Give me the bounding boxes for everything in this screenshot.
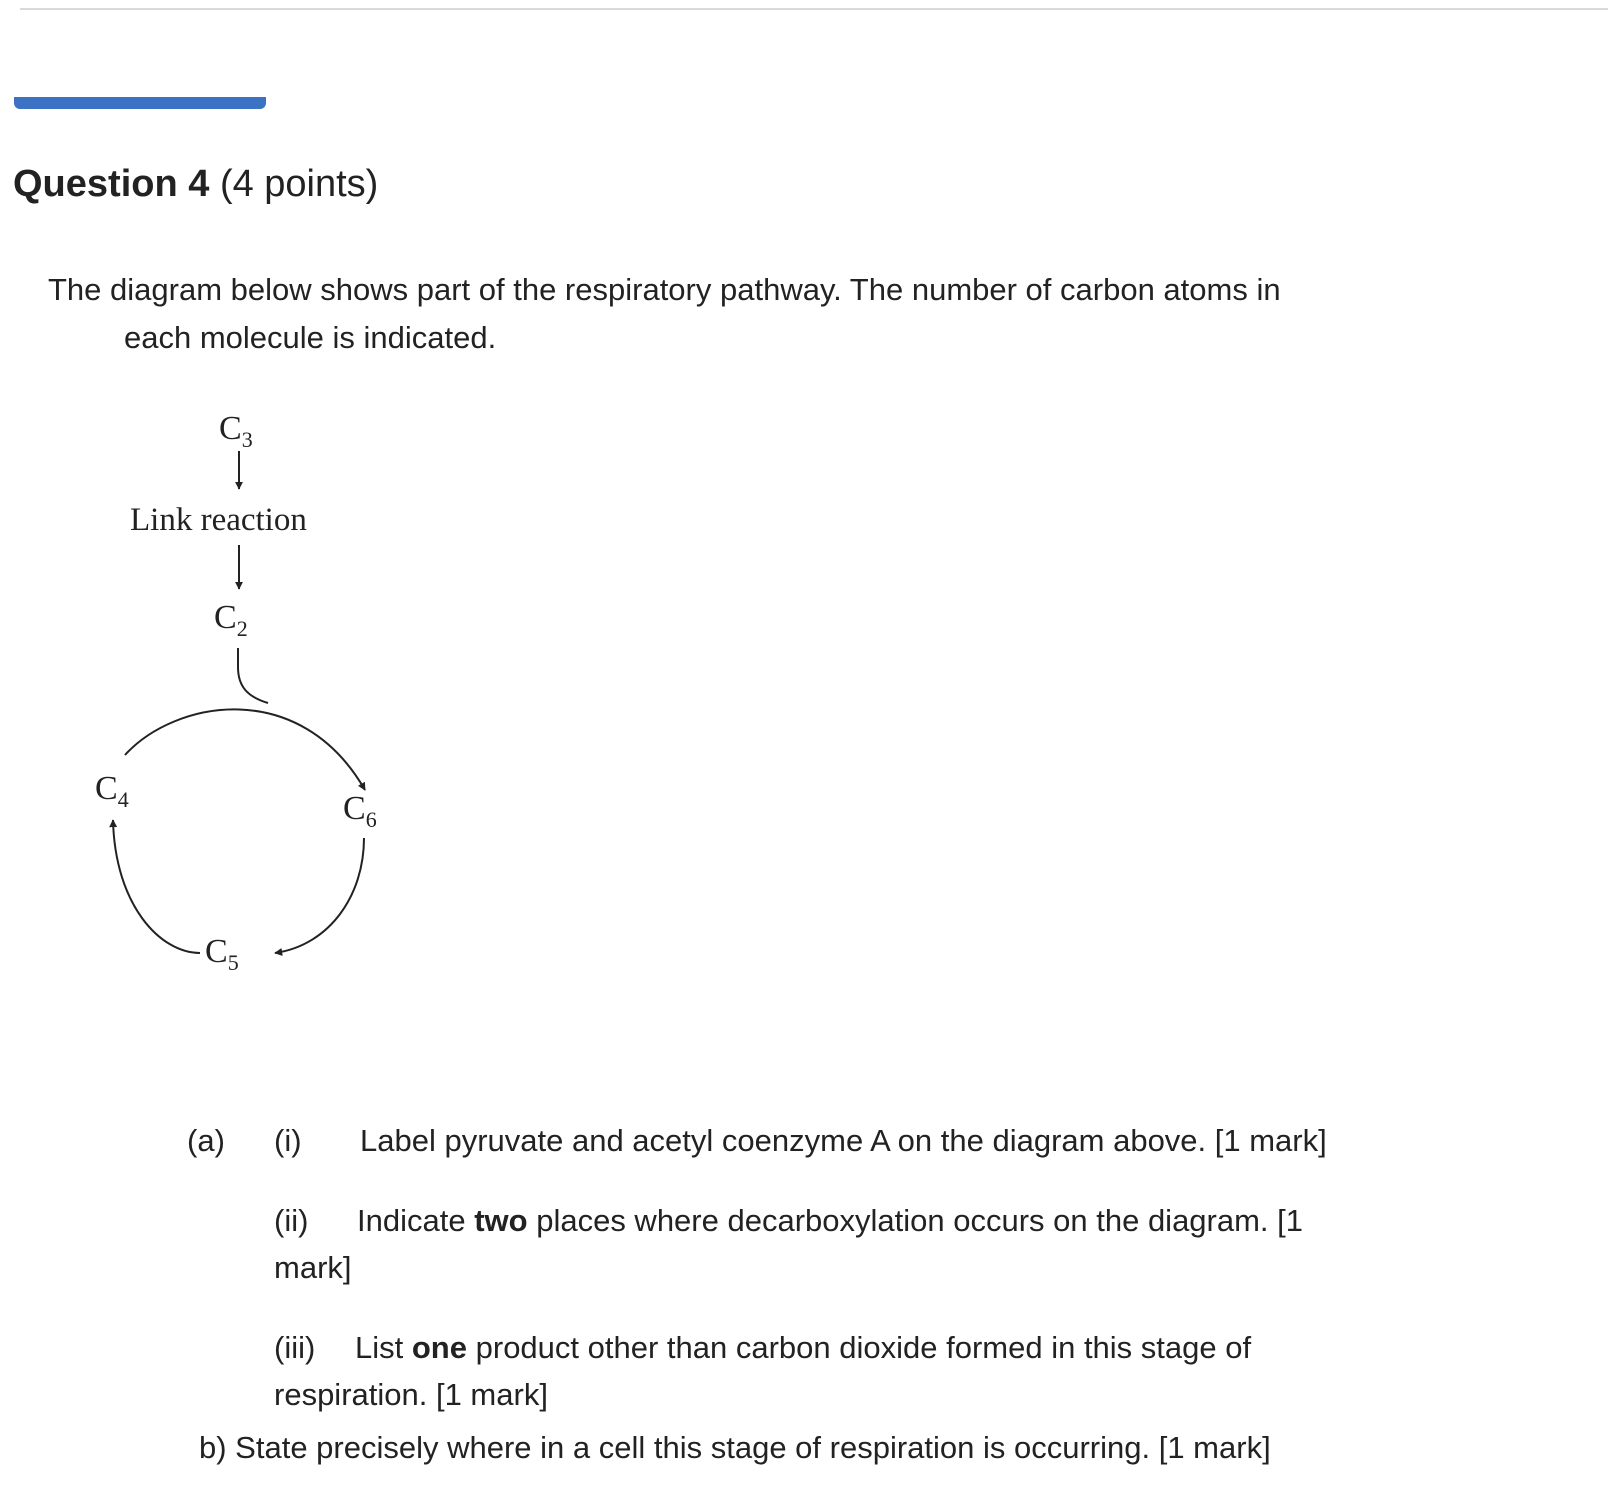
link-reaction-label: Link reaction xyxy=(130,502,307,538)
question-intro xyxy=(48,266,1448,362)
molecule-c6: $C_6$ xyxy=(343,790,377,832)
part-a-label: (a) xyxy=(187,1123,225,1158)
diagram-svg xyxy=(80,405,420,1005)
c2-entry-line xyxy=(238,648,268,703)
part-a-ii-before: Indicate xyxy=(357,1203,466,1238)
intro-line-2: each molecule is indicated. xyxy=(124,320,497,355)
part-b-text: b) State precisely where in a cell this stage of respiration is occurring. [1 mark] xyxy=(199,1430,1271,1465)
arc-c4-to-c6 xyxy=(125,709,365,790)
part-a-iii-text xyxy=(355,1324,1251,1372)
molecule-c4: $C_4$ xyxy=(95,770,129,812)
arc-c5-to-c4 xyxy=(113,820,200,953)
part-a-ii-after: places where decarboxylation occurs on the diagram. [1 xyxy=(536,1203,1304,1238)
question-heading xyxy=(13,160,378,208)
part-a-ii-number: (ii) xyxy=(274,1203,309,1238)
part-a-ii-text xyxy=(357,1197,1303,1245)
intro-line-1: The diagram below shows part of the respiratory pathway. The number of carbon atoms in xyxy=(48,272,1281,307)
arc-c6-to-c5 xyxy=(275,838,364,953)
molecule-c5: $C_5$ xyxy=(205,933,239,975)
top-divider xyxy=(20,8,1608,10)
part-a-ii-bold: two xyxy=(474,1203,528,1238)
question-title: Question 4 xyxy=(13,163,210,205)
part-a-i-number: (i) xyxy=(274,1123,302,1158)
part-a-iii-before: List xyxy=(355,1330,404,1365)
molecule-c3: $C_3$ xyxy=(219,410,253,452)
respiratory-pathway-diagram xyxy=(80,405,420,1005)
part-a-iii-bold: one xyxy=(411,1330,467,1365)
part-a-iii-number: (iii) xyxy=(274,1330,316,1365)
part-a-i-text: Label pyruvate and acetyl coenzyme A on the diagram above. [1 mark] xyxy=(360,1123,1327,1158)
active-question-indicator xyxy=(14,97,266,109)
part-a-ii-wrap: mark] xyxy=(274,1250,352,1285)
molecule-c2: $C_2$ xyxy=(214,599,248,641)
part-a-iii-after: product other than carbon dioxide formed in this stage of xyxy=(475,1330,1252,1365)
question-points: (4 points) xyxy=(219,163,379,205)
part-a-iii-wrap: respiration. [1 mark] xyxy=(274,1377,548,1412)
